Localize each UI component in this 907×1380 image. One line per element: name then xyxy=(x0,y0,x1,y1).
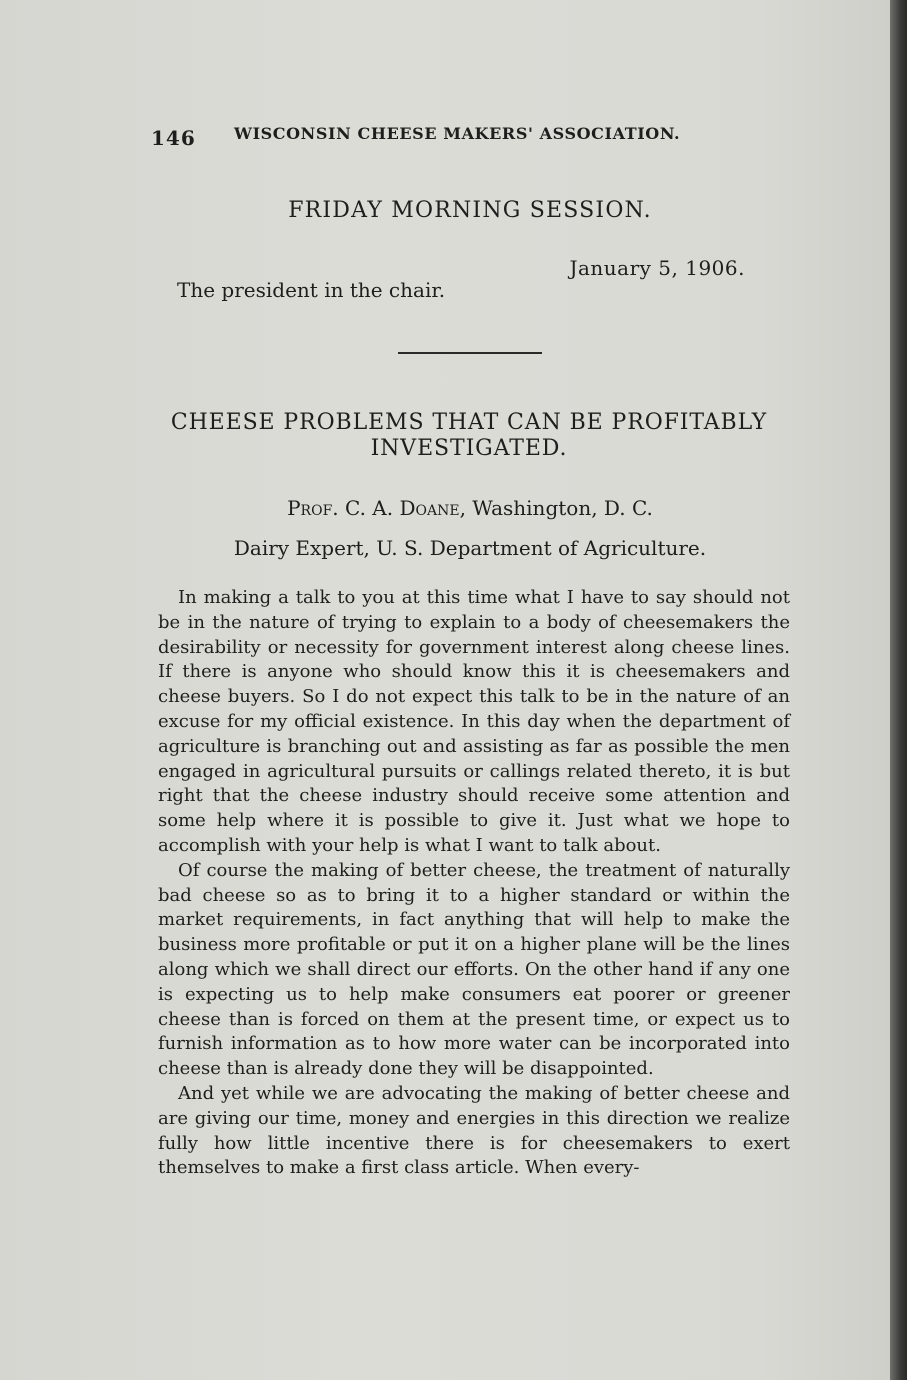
session-date: January 5, 1906. xyxy=(569,256,745,280)
chair-note: The president in the chair. xyxy=(177,278,446,302)
running-head: WISCONSIN CHEESE MAKERS' ASSOCIATION. xyxy=(234,124,681,143)
article-body xyxy=(158,586,790,1181)
page-number: 146 xyxy=(151,126,196,150)
article-title: CHEESE PROBLEMS THAT CAN BE PROFITABLY INVESTIGATED. xyxy=(170,410,768,461)
author-name: C. A. Doane xyxy=(345,496,460,520)
author-location: , Washington, D. C. xyxy=(459,496,653,520)
paragraph: Of course the making of better cheese, the treatment of naturally bad cheese so as to bring it to a higher standard or within the market requirements, in fact anything that will help to make the business more profitable or put it on a higher plane will be the lines along which we shall direct our efforts. On the other hand if any one is expecting us to help make consumers eat poorer or greener cheese than is forced on them at the present time, or expect us to furnish information as to how more water can be incorporated into cheese than is already done they will be disappointed. xyxy=(158,859,790,1080)
author-prefix: Prof. xyxy=(287,496,339,520)
section-divider xyxy=(398,352,542,354)
page-binding-edge xyxy=(890,0,907,1380)
paragraph: And yet while we are advocating the making of better cheese and are giving our time, money and energies in this direction we realize fully how little incentive there is for cheesemakers to exert themselves to make a first class article. When every- xyxy=(158,1082,790,1179)
author-line xyxy=(0,496,890,520)
paragraph: In making a talk to you at this time what I have to say should not be in the nature of trying to explain to a body of cheesemakers the desirability or necessity for government interest along cheese lines. If there is anyone who should know this it is cheesemakers and cheese buyers. So I do not expect this talk to be in the nature of an excuse for my official existence. In this day when the department of agriculture is branching out and assisting as far as possible the men engaged in agricultural pursuits or callings related thereto, it is but right that the cheese industry should receive some attention and some help where it is possible to give it. Just what we hope to accomplish with your help is what I want to talk about. xyxy=(158,587,790,856)
session-title: FRIDAY MORNING SESSION. xyxy=(288,198,652,223)
author-affiliation: Dairy Expert, U. S. Department of Agriculture. xyxy=(233,536,707,560)
page-header xyxy=(151,120,751,150)
